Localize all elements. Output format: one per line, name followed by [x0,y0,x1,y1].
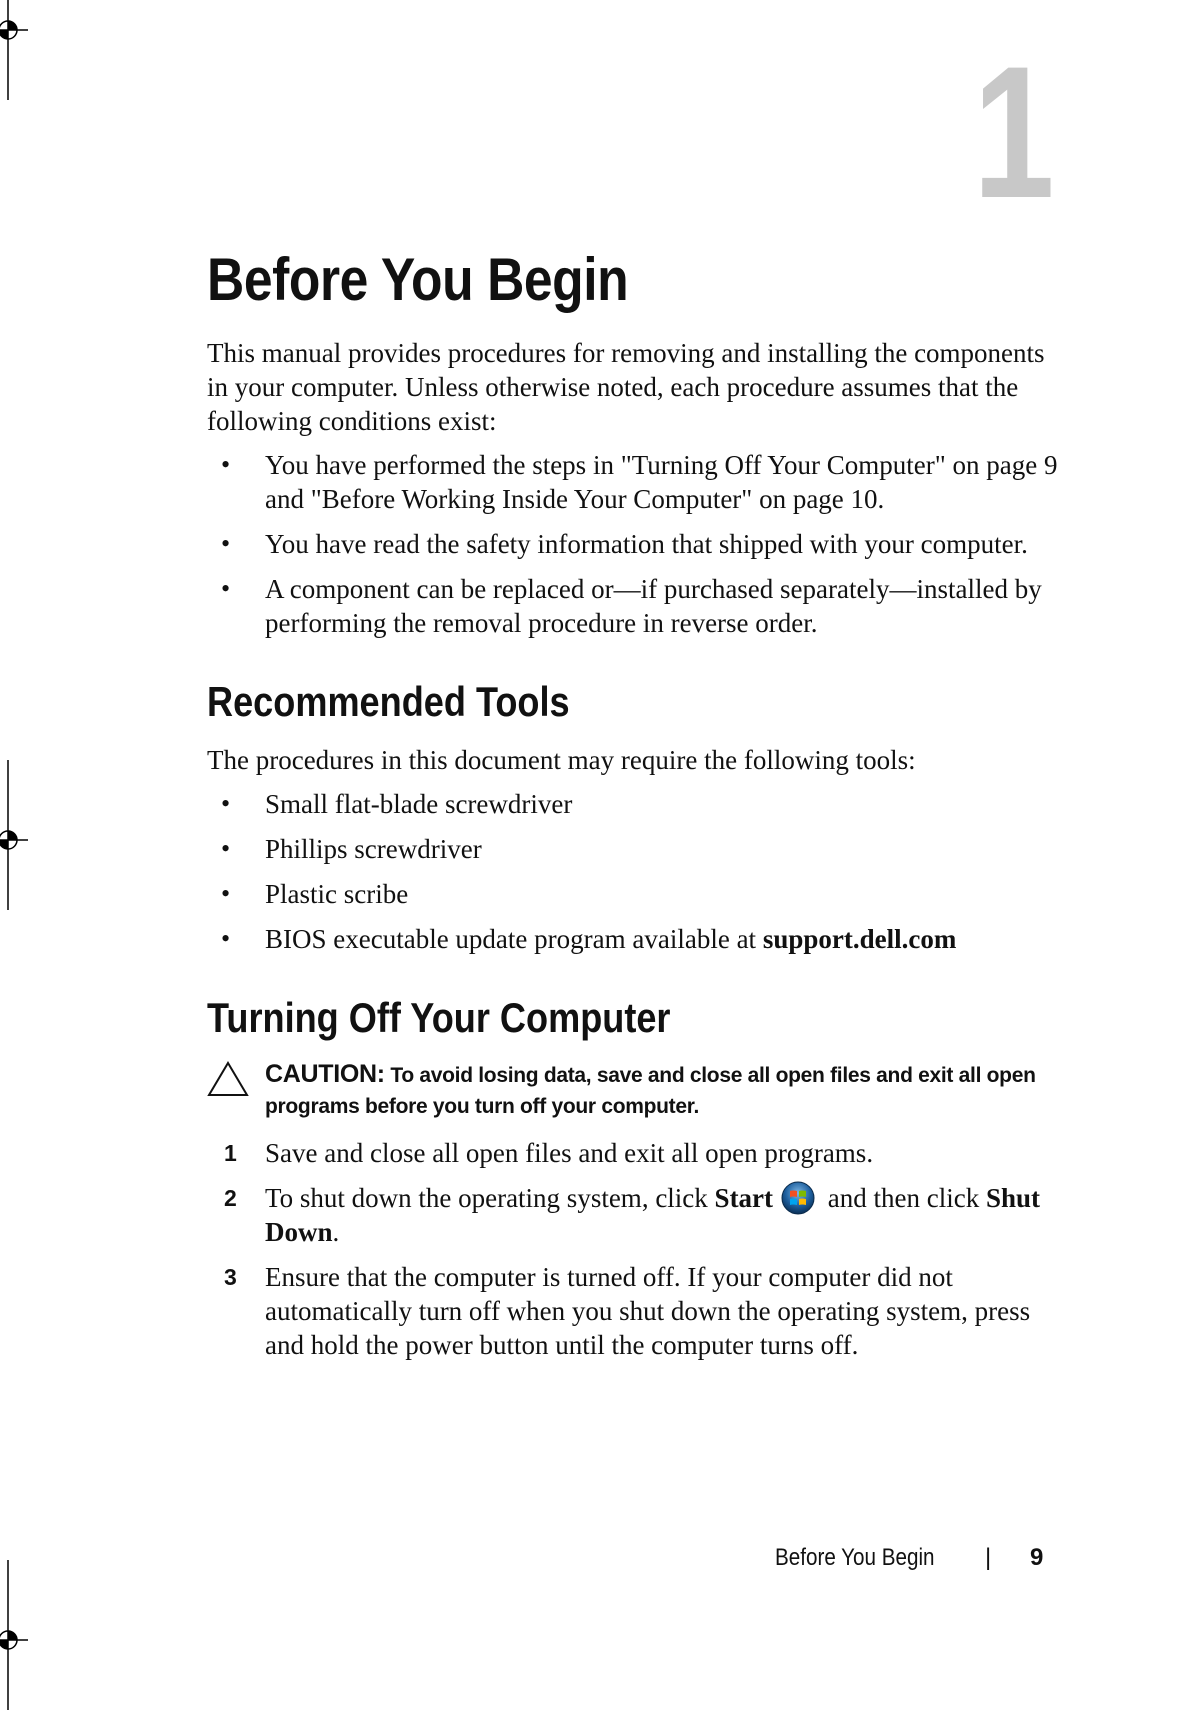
step-text: Ensure that the computer is turned off. If your computer did not automatically turn off when you shut down the operating system, press and hold the power button until the computer turns off. [265,1262,1031,1360]
list-item [207,922,1065,956]
bullet-icon: • [221,879,231,908]
bullet-icon: • [221,450,231,479]
bullet-icon: • [221,924,231,953]
caution-text: To avoid losing data, save and close all open files and exit all open programs before you turn off your computer. [265,1064,1036,1118]
bullet-icon: • [221,789,231,818]
tools-intro: The procedures in this document may require the following tools: [207,745,916,775]
tool-text: Small flat-blade screwdriver [265,789,573,819]
page-content [207,246,1065,1373]
bullet-icon: • [221,834,231,863]
condition-text: A component can be replaced or—if purchased separately—installed by performing the removal procedure in reverse order. [265,574,1042,638]
bullet-icon: • [221,529,231,558]
caution-note [207,1059,1065,1122]
list-item [207,787,1065,821]
page-footer [775,1541,1045,1575]
step-number: 1 [224,1140,237,1166]
caution-label: CAUTION: [265,1060,385,1088]
caution-triangle-icon [207,1061,249,1097]
tool-text: Plastic scribe [265,879,409,909]
step-text: To shut down the operating system, click [265,1183,715,1213]
condition-text: You have performed the steps in "Turning Off Your Computer" on page 9 and "Before Working Inside Your Computer" on page 10. [265,450,1058,514]
bios-text: BIOS executable update program available at [265,924,763,954]
section-heading-tools: Recommended Tools [207,678,570,725]
registration-mark-icon [0,760,28,910]
registration-mark-icon [0,0,28,100]
list-item [207,572,1065,640]
windows-start-icon [781,1181,815,1215]
list-item [207,448,1065,516]
footer-separator: | [985,1544,992,1571]
step-text: and then click [821,1183,986,1213]
shut-down-label: Shut Down [265,1183,1041,1247]
chapter-number: 1 [973,27,1055,237]
registration-mark-icon [0,1560,28,1710]
intro-paragraph: This manual provides procedures for removing and installing the components in your computer. Unless otherwise noted, each procedure assumes that the following conditions exist: [207,338,1045,436]
list-item [207,1260,1065,1362]
list-item [207,527,1065,561]
conditions-list [207,448,1065,640]
page-title: Before You Begin [207,246,629,313]
step-text: . [332,1217,340,1247]
tools-list [207,787,1065,956]
support-link[interactable]: support.dell.com [762,924,957,954]
page-number: 9 [1030,1544,1044,1571]
list-item [207,832,1065,866]
steps-list [207,1136,1065,1362]
section-heading-turning-off: Turning Off Your Computer [207,994,671,1041]
list-item [207,877,1065,911]
footer-title: Before You Begin [775,1544,935,1571]
list-item [207,1136,1065,1170]
step-number: 2 [224,1185,237,1211]
start-label: Start [714,1183,774,1213]
list-item [207,1181,1065,1249]
step-number: 3 [224,1264,237,1290]
condition-text: You have read the safety information that shipped with your computer. [265,529,1028,559]
bullet-icon: • [221,574,231,603]
step-text: Save and close all open files and exit all open programs. [265,1138,874,1168]
tool-text: Phillips screwdriver [265,834,482,864]
